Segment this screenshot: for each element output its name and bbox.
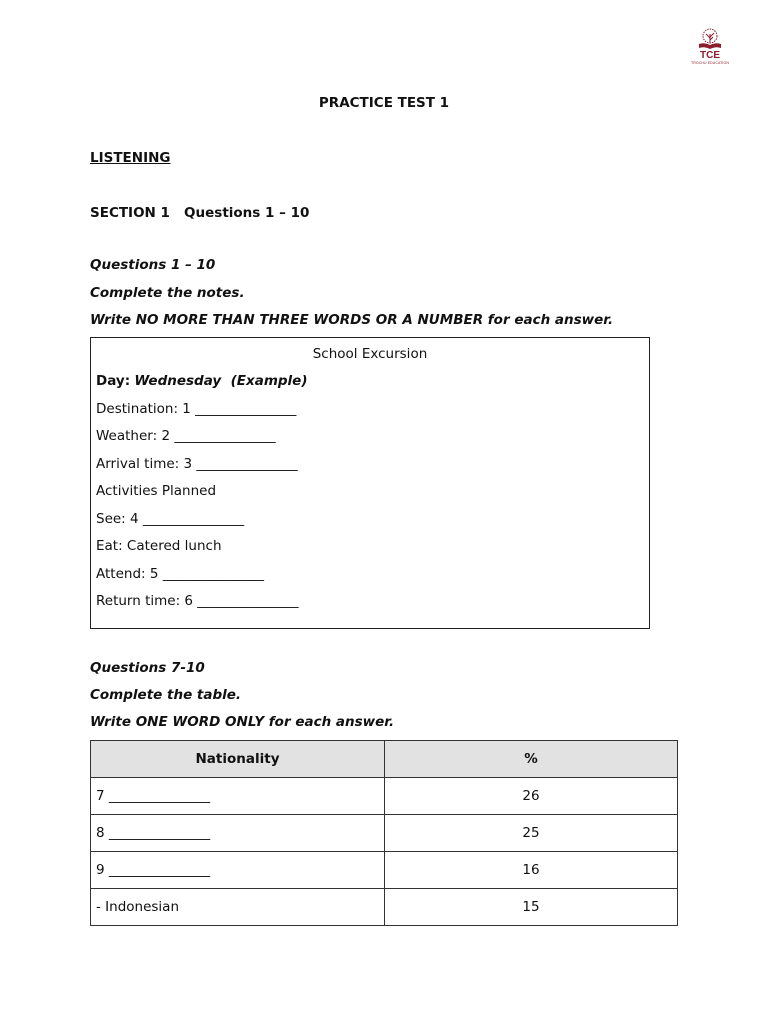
notes-line: Return time: 6 _______________ <box>96 593 299 609</box>
notes-line: Attend: 5 _______________ <box>96 566 264 582</box>
nationality-cell: - Indonesian <box>91 889 385 926</box>
header-percent: % <box>385 741 678 778</box>
notes-day-line <box>96 373 308 389</box>
table-row <box>91 889 678 926</box>
section-heading: SECTION 1 Questions 1 – 10 <box>90 205 310 221</box>
notes-line: Eat: Catered lunch <box>96 538 222 554</box>
table-header-row <box>91 741 678 778</box>
table-row <box>91 778 678 815</box>
tree-book-icon <box>697 28 723 50</box>
notes-line: Activities Planned <box>96 483 217 499</box>
percent-cell: 25 <box>385 815 678 852</box>
nationality-cell: 8 _______________ <box>91 815 385 852</box>
percent-cell: 26 <box>385 778 678 815</box>
percent-cell: 15 <box>385 889 678 926</box>
word-rule-2: Write ONE WORD ONLY for each answer. <box>90 714 395 730</box>
notes-line: Weather: 2 _______________ <box>96 428 276 444</box>
questions-range-2: Questions 7-10 <box>90 660 205 676</box>
word-rule-1: Write NO MORE THAN THREE WORDS OR A NUMBER for each answer. <box>90 312 614 328</box>
day-value: Wednesday (Example) <box>134 373 308 389</box>
table-row <box>91 852 678 889</box>
header-nationality: Nationality <box>91 741 385 778</box>
percent-cell: 16 <box>385 852 678 889</box>
nationality-cell: 9 _______________ <box>91 852 385 889</box>
notes-line: Arrival time: 3 _______________ <box>96 456 298 472</box>
logo-subtitle: TROCHU EDUCATION <box>691 61 729 65</box>
notes-line: Destination: 1 _______________ <box>96 401 297 417</box>
instruction-2: Complete the table. <box>90 687 242 703</box>
nationality-table <box>90 740 678 926</box>
page-title: PRACTICE TEST 1 <box>318 95 450 111</box>
day-label: Day: <box>96 373 131 389</box>
instruction-1: Complete the notes. <box>90 285 245 301</box>
questions-range-1: Questions 1 – 10 <box>90 257 216 273</box>
notes-box <box>90 337 650 629</box>
tce-logo <box>690 28 730 74</box>
section-label: LISTENING <box>90 150 171 166</box>
logo-abbreviation: TCE <box>700 50 720 61</box>
notes-heading: School Excursion <box>312 346 428 362</box>
notes-line: See: 4 _______________ <box>96 511 245 527</box>
table-row <box>91 815 678 852</box>
nationality-cell: 7 _______________ <box>91 778 385 815</box>
